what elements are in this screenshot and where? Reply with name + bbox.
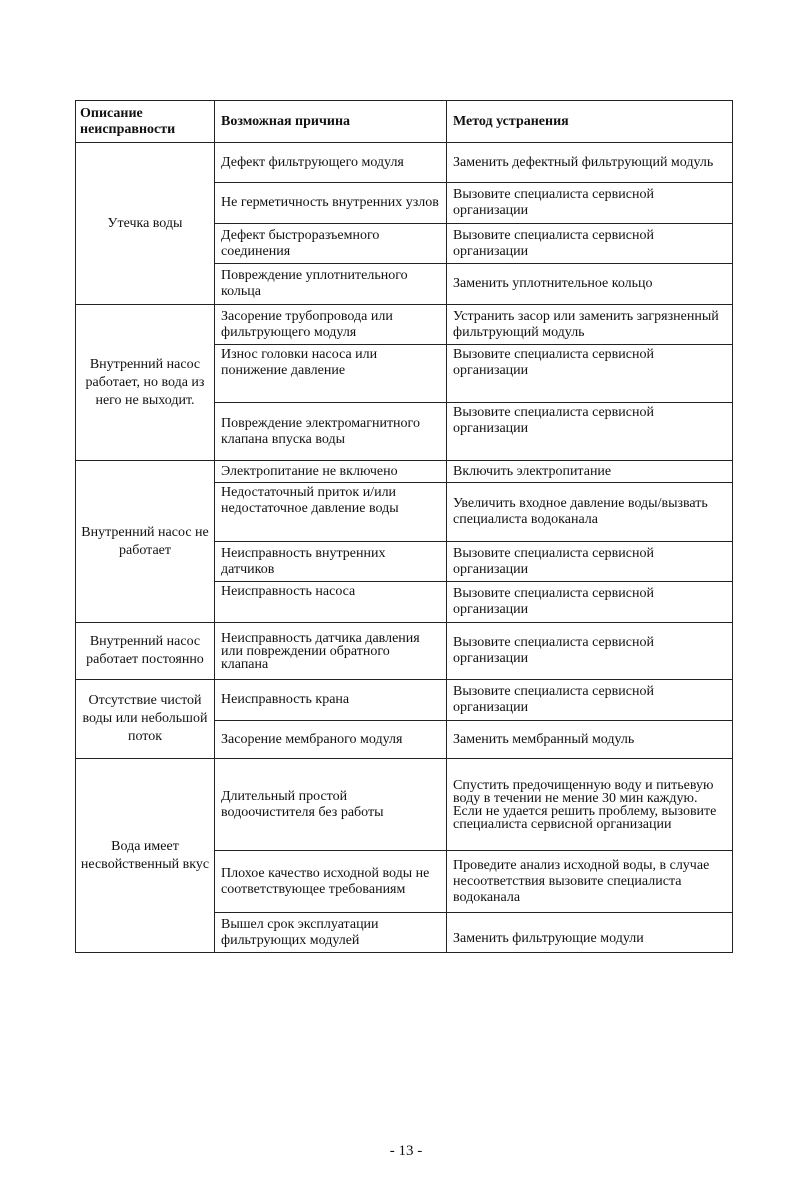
fix-cell: Вызовите специалиста сервисной организации (447, 623, 733, 680)
cause-cell: Длительный простой водоочистителя без работы (215, 759, 447, 851)
troubleshooting-table (75, 100, 733, 953)
cause-cell: Не герметичность внутренних узлов (215, 183, 447, 224)
fix-cell: Включить электропитание (447, 461, 733, 483)
fix-cell: Вызовите специалиста сервисной организации (447, 224, 733, 264)
problem-cell: Внутренний насос не работает (76, 461, 215, 623)
fix-cell: Вызовите специалиста сервисной организации (447, 183, 733, 224)
cause-cell: Дефект фильтрующего модуля (215, 143, 447, 183)
fix-cell: Спустить предочищенную воду и питьевую воду в течении не мение 30 мин каждую. Если не удается решить проблему, вызовите специалиста сервисной организации (447, 759, 733, 851)
problem-cell: Отсутствие чистой воды или небольшой поток (76, 680, 215, 759)
header-cause: Возможная причина (215, 101, 447, 143)
fix-cell: Устранить засор или заменить загрязненный фильтрующий модуль (447, 305, 733, 345)
cause-cell: Недостаточный приток и/или недостаточное давление воды (215, 483, 447, 542)
fix-cell: Вызовите специалиста сервисной организации (447, 680, 733, 721)
cause-cell: Электропитание не включено (215, 461, 447, 483)
table-row (76, 305, 733, 345)
problem-cell: Вода имеет несвойственный вкус (76, 759, 215, 953)
cause-cell: Неисправность крана (215, 680, 447, 721)
cause-cell: Износ головки насоса или понижение давление (215, 345, 447, 403)
cause-cell: Неисправность насоса (215, 582, 447, 623)
fix-cell: Вызовите специалиста сервисной организации (447, 542, 733, 582)
page-number: - 13 - (389, 1143, 423, 1159)
header-row (76, 101, 733, 143)
fix-cell: Заменить дефектный фильтрующий модуль (447, 143, 733, 183)
cause-cell: Засорение трубопровода или фильтрующего модуля (215, 305, 447, 345)
fix-cell: Заменить фильтрующие модули (447, 913, 733, 953)
cause-cell: Повреждение уплотнительного кольца (215, 264, 447, 305)
fix-cell: Вызовите специалиста сервисной организации (447, 582, 733, 623)
cause-cell: Неисправность внутренних датчиков (215, 542, 447, 582)
cause-cell: Повреждение электромагнитного клапана впуска воды (215, 403, 447, 461)
fix-cell: Увеличить входное давление воды/вызвать специалиста водоканала (447, 483, 733, 542)
fix-cell: Заменить уплотнительное кольцо (447, 264, 733, 305)
fix-cell: Вызовите специалиста сервисной организации (447, 403, 733, 461)
table-row (76, 143, 733, 183)
problem-cell: Утечка воды (76, 143, 215, 305)
fix-cell: Заменить мембранный модуль (447, 721, 733, 759)
header-fix: Метод устранения (447, 101, 733, 143)
cause-cell: Неисправность датчика давления или повреждении обратного клапана (215, 623, 447, 680)
fix-cell: Проведите анализ исходной воды, в случае несоответствия вызовите специалиста водоканала (447, 851, 733, 913)
problem-cell: Внутренний насос работает постоянно (76, 623, 215, 680)
table-row (76, 461, 733, 483)
table-row (76, 623, 733, 680)
table-row (76, 680, 733, 721)
problem-cell: Внутренний насос работает, но вода из него не выходит. (76, 305, 215, 461)
cause-cell: Плохое качество исходной воды не соответствующее требованиям (215, 851, 447, 913)
cause-cell: Дефект быстроразъемного соединения (215, 224, 447, 264)
fix-cell: Вызовите специалиста сервисной организации (447, 345, 733, 403)
header-problem: Описание неисправности (76, 101, 215, 143)
cause-cell: Засорение мембраного модуля (215, 721, 447, 759)
table-row (76, 759, 733, 851)
cause-cell: Вышел срок эксплуатации фильтрующих модулей (215, 913, 447, 953)
